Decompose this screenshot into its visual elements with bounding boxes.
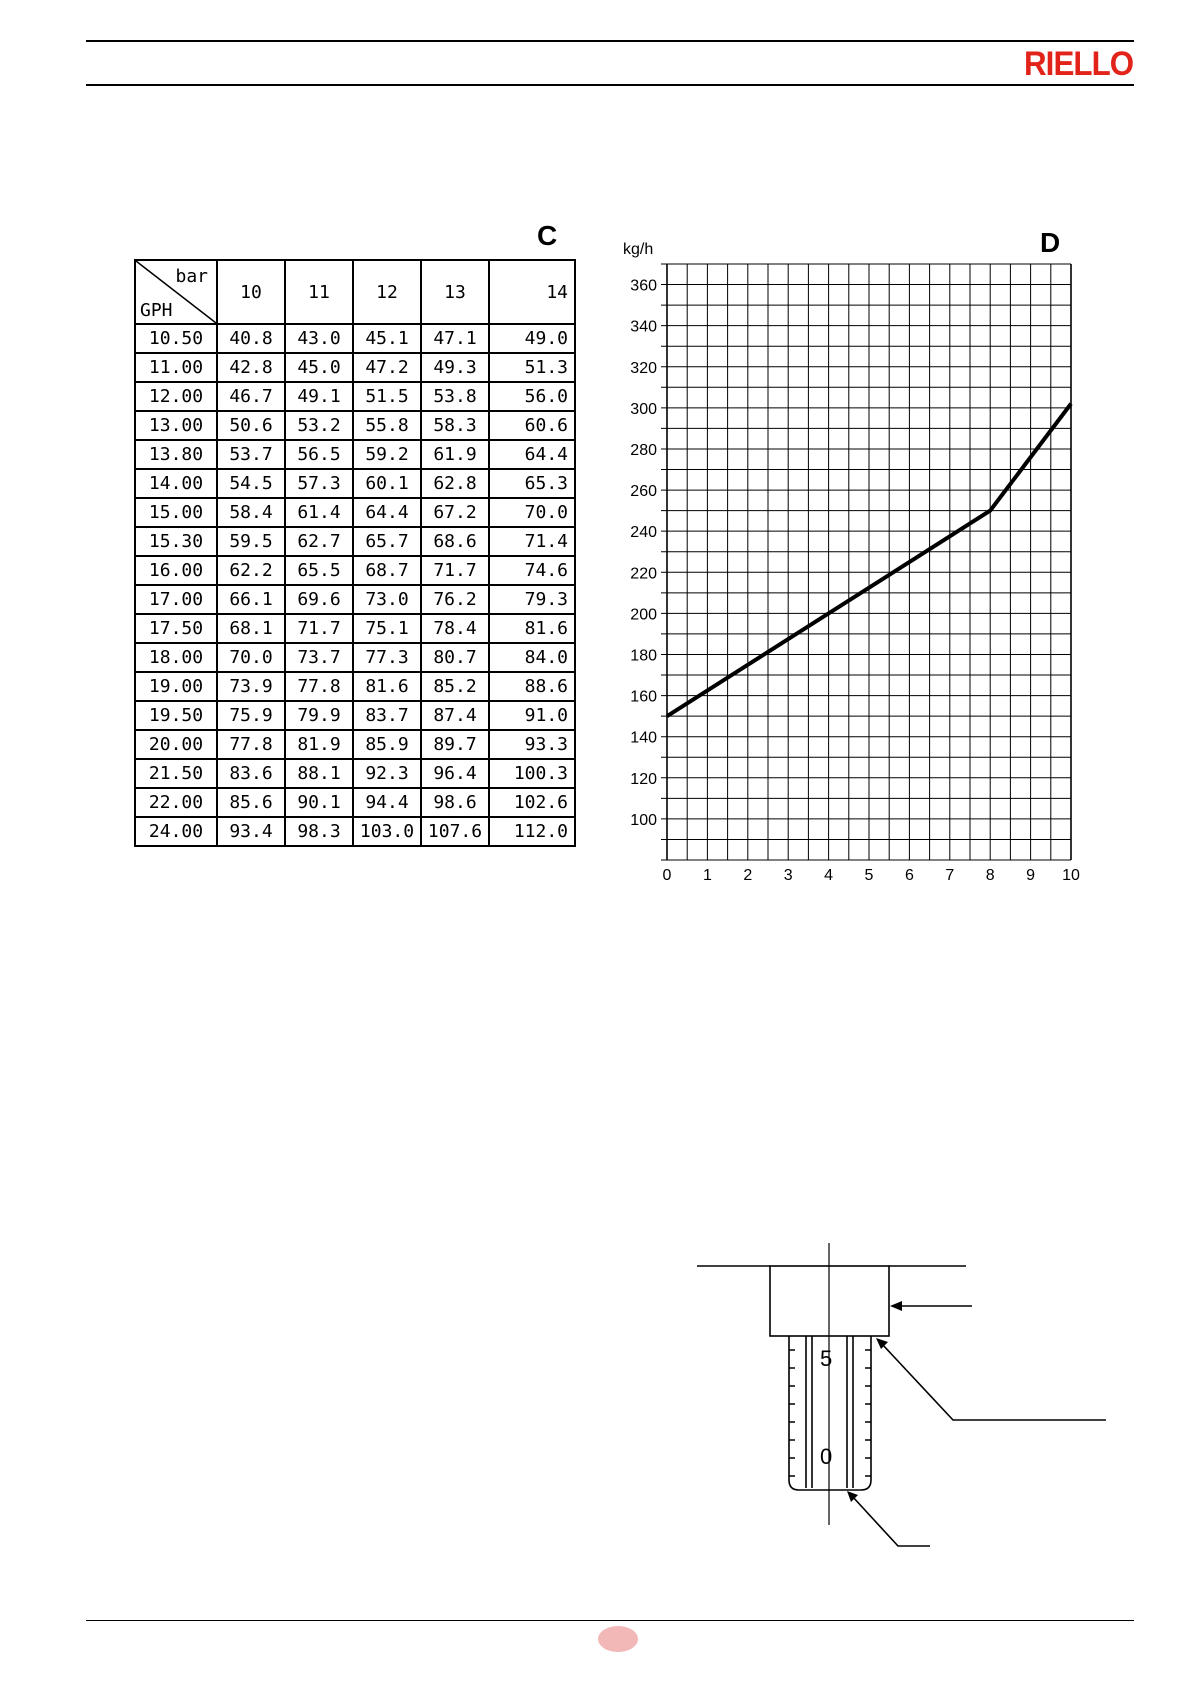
table-cell: 68.7 [353, 556, 421, 585]
drawing-thread-left [789, 1350, 795, 1476]
row-header-gph: 19.50 [135, 701, 217, 730]
table-cell: 49.1 [285, 382, 353, 411]
table-cell: 51.3 [489, 353, 575, 382]
column-header-pressure: 14 [489, 260, 575, 324]
figure-c-letter: C [537, 220, 558, 251]
table-cell: 81.9 [285, 730, 353, 759]
column-header-pressure: 11 [285, 260, 353, 324]
table-cell: 78.4 [421, 614, 489, 643]
table-cell: 85.9 [353, 730, 421, 759]
table-cell: 96.4 [421, 759, 489, 788]
table-cell: 57.3 [285, 469, 353, 498]
table-cell: 83.6 [217, 759, 285, 788]
table-cell: 79.9 [285, 701, 353, 730]
table-cell: 103.0 [353, 817, 421, 846]
table-cell: 84.0 [489, 643, 575, 672]
riello-logo: RIELLO [1024, 45, 1134, 83]
page-number-marker [598, 1626, 638, 1652]
table-cell: 73.7 [285, 643, 353, 672]
table-cell: 47.2 [353, 353, 421, 382]
table-cell: 92.3 [353, 759, 421, 788]
row-header-gph: 24.00 [135, 817, 217, 846]
y-tick-label: 200 [630, 606, 657, 624]
row-header-gph: 19.00 [135, 672, 217, 701]
table-cell: 75.1 [353, 614, 421, 643]
drawing-leader-tube [882, 1344, 1106, 1420]
table-cell: 98.6 [421, 788, 489, 817]
row-header-gph: 22.00 [135, 788, 217, 817]
table-cell: 71.7 [421, 556, 489, 585]
y-tick-label: 340 [630, 318, 657, 336]
footer-rule [86, 1620, 1134, 1621]
table-cell: 74.6 [489, 556, 575, 585]
table-cell: 85.6 [217, 788, 285, 817]
table-cell: 70.0 [217, 643, 285, 672]
row-header-gph: 17.50 [135, 614, 217, 643]
row-header-gph: 13.00 [135, 411, 217, 440]
row-header-gph: 16.00 [135, 556, 217, 585]
y-tick-label: 220 [630, 565, 657, 583]
drawing-mark-0: 0 [820, 1444, 833, 1469]
table-cell: 87.4 [421, 701, 489, 730]
table-cell: 64.4 [489, 440, 575, 469]
y-tick-label: 160 [630, 688, 657, 706]
table-cell: 73.9 [217, 672, 285, 701]
table-cell: 93.3 [489, 730, 575, 759]
table-cell: 61.4 [285, 498, 353, 527]
table-cell: 102.6 [489, 788, 575, 817]
table-cell: 45.0 [285, 353, 353, 382]
table-cell: 61.9 [421, 440, 489, 469]
table-cell: 91.0 [489, 701, 575, 730]
y-tick-label: 120 [630, 770, 657, 788]
x-tick-label: 9 [1026, 867, 1036, 884]
row-header-gph: 15.00 [135, 498, 217, 527]
y-tick-label: 180 [630, 647, 657, 665]
table-cell: 53.2 [285, 411, 353, 440]
table-cell: 69.6 [285, 585, 353, 614]
table-cell: 93.4 [217, 817, 285, 846]
x-tick-label: 5 [864, 867, 874, 884]
y-tick-label: 260 [630, 483, 657, 501]
table-cell: 53.7 [217, 440, 285, 469]
table-cell: 77.8 [285, 672, 353, 701]
table-cell: 71.7 [285, 614, 353, 643]
x-tick-label: 3 [783, 867, 793, 884]
table-cell: 42.8 [217, 353, 285, 382]
table-cell: 49.0 [489, 324, 575, 353]
table-cell: 62.2 [217, 556, 285, 585]
table-cell: 77.8 [217, 730, 285, 759]
table-cell: 49.3 [421, 353, 489, 382]
table-cell: 112.0 [489, 817, 575, 846]
table-cell: 65.5 [285, 556, 353, 585]
table-cell: 107.6 [421, 817, 489, 846]
table-cell: 54.5 [217, 469, 285, 498]
x-tick-label: 10 [1062, 867, 1080, 884]
table-cell: 58.3 [421, 411, 489, 440]
table-cell: 76.2 [421, 585, 489, 614]
table-cell: 98.3 [285, 817, 353, 846]
row-header-gph: 21.50 [135, 759, 217, 788]
table-cell: 51.5 [353, 382, 421, 411]
table-cell: 45.1 [353, 324, 421, 353]
table-cell: 67.2 [421, 498, 489, 527]
table-cell: 56.5 [285, 440, 353, 469]
row-header-gph: 11.00 [135, 353, 217, 382]
table-cell: 75.9 [217, 701, 285, 730]
table-cell: 77.3 [353, 643, 421, 672]
table-cell: 60.6 [489, 411, 575, 440]
row-header-gph: 15.30 [135, 527, 217, 556]
y-axis-unit-label: kg/h [623, 241, 654, 258]
table-cell: 88.6 [489, 672, 575, 701]
x-tick-label: 2 [743, 867, 753, 884]
table-cell: 79.3 [489, 585, 575, 614]
table-cell: 47.1 [421, 324, 489, 353]
x-tick-label: 6 [904, 867, 914, 884]
table-cell: 62.7 [285, 527, 353, 556]
table-cell: 58.4 [217, 498, 285, 527]
table-cell: 59.5 [217, 527, 285, 556]
table-cell: 85.2 [421, 672, 489, 701]
table-cell: 73.0 [353, 585, 421, 614]
table-cell: 68.1 [217, 614, 285, 643]
table-cell: 55.8 [353, 411, 421, 440]
drawing-thread-right [865, 1350, 871, 1476]
table-cell: 81.6 [489, 614, 575, 643]
arrow-fitting [890, 1301, 902, 1311]
y-tick-label: 320 [630, 359, 657, 377]
table-cell: 65.3 [489, 469, 575, 498]
column-header-pressure: 12 [353, 260, 421, 324]
corner-bar-label: bar [175, 266, 208, 287]
table-cell: 62.8 [421, 469, 489, 498]
row-header-gph: 20.00 [135, 730, 217, 759]
row-header-gph: 13.80 [135, 440, 217, 469]
table-cell: 70.0 [489, 498, 575, 527]
table-cell: 89.7 [421, 730, 489, 759]
y-tick-label: 140 [630, 729, 657, 747]
corner-gph-label: GPH [140, 300, 173, 321]
x-tick-label: 0 [662, 867, 672, 884]
table-cell: 68.6 [421, 527, 489, 556]
table-cell: 71.4 [489, 527, 575, 556]
table-cell: 40.8 [217, 324, 285, 353]
row-header-gph: 14.00 [135, 469, 217, 498]
table-cell: 80.7 [421, 643, 489, 672]
table-cell: 64.4 [353, 498, 421, 527]
drawing-mark-5: 5 [820, 1346, 833, 1371]
table-cell: 50.6 [217, 411, 285, 440]
table-cell: 66.1 [217, 585, 285, 614]
table-cell: 81.6 [353, 672, 421, 701]
figure-d-letter: D [1040, 227, 1061, 258]
table-cell: 100.3 [489, 759, 575, 788]
row-header-gph: 18.00 [135, 643, 217, 672]
table-cell: 43.0 [285, 324, 353, 353]
row-header-gph: 17.00 [135, 585, 217, 614]
table-cell: 83.7 [353, 701, 421, 730]
x-tick-label: 4 [824, 867, 834, 884]
table-cell: 46.7 [217, 382, 285, 411]
y-tick-label: 100 [630, 811, 657, 829]
table-cell: 94.4 [353, 788, 421, 817]
table-cell: 59.2 [353, 440, 421, 469]
column-header-pressure: 13 [421, 260, 489, 324]
table-cell: 53.8 [421, 382, 489, 411]
row-header-gph: 12.00 [135, 382, 217, 411]
table-cell: 90.1 [285, 788, 353, 817]
drawing-leader-bottom [852, 1496, 930, 1546]
table-cell: 88.1 [285, 759, 353, 788]
y-tick-label: 360 [630, 277, 657, 295]
y-tick-label: 240 [630, 524, 657, 542]
x-tick-label: 1 [702, 867, 712, 884]
x-tick-label: 7 [945, 867, 955, 884]
y-tick-label: 300 [630, 400, 657, 418]
table-cell: 60.1 [353, 469, 421, 498]
row-header-gph: 10.50 [135, 324, 217, 353]
column-header-pressure: 10 [217, 260, 285, 324]
table-cell: 56.0 [489, 382, 575, 411]
x-tick-label: 8 [985, 867, 995, 884]
table-cell: 65.7 [353, 527, 421, 556]
y-tick-label: 280 [630, 441, 657, 459]
